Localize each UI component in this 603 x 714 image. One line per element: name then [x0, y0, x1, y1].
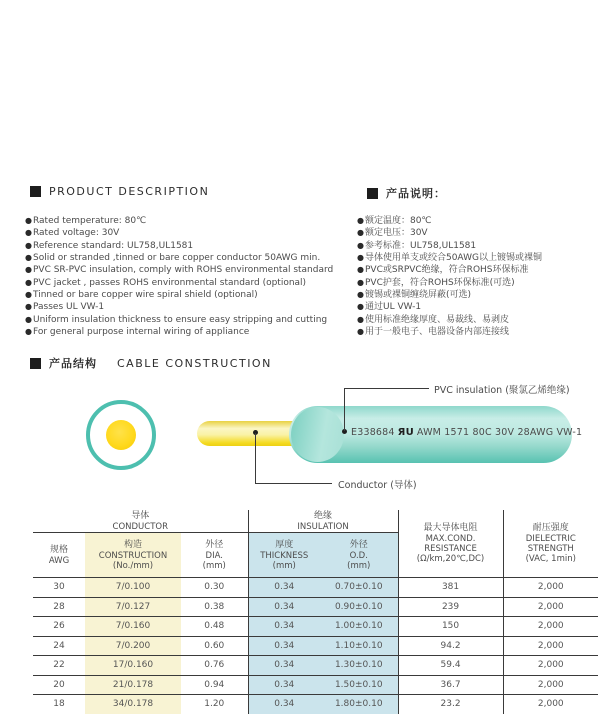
cable-print-text	[351, 427, 582, 438]
awg-cell: 22	[33, 656, 85, 676]
list-item	[25, 264, 333, 276]
dia-cell: 0.94	[181, 675, 248, 695]
od-cell: 1.00±0.10	[320, 617, 398, 637]
description-text: PVC SR-PVC insulation, comply with ROHS environmental standard	[32, 265, 334, 276]
od-cell: 0.70±0.10	[320, 578, 398, 598]
od-cell: 1.50±0.10	[320, 675, 398, 695]
column-unit: (mm)	[347, 560, 371, 571]
list-item	[25, 227, 333, 239]
column-label-zh: 厚度	[275, 539, 294, 550]
table-row	[33, 578, 598, 598]
bullet-icon: ●	[25, 265, 32, 275]
product-description-list-zh	[357, 215, 542, 338]
bullet-icon: ●	[357, 290, 364, 300]
resistance-cell: 59.4	[398, 656, 503, 676]
construction-cell: 7/0.200	[85, 636, 181, 656]
list-item	[357, 289, 542, 301]
dia-cell: 0.30	[181, 578, 248, 598]
thickness-column-header	[248, 533, 320, 578]
bullet-icon: ●	[25, 216, 32, 225]
list-item	[25, 277, 333, 289]
bullet-icon: ●	[357, 302, 364, 312]
bullet-icon: ●	[25, 290, 32, 300]
column-unit: (VAC, 1min)	[525, 554, 576, 564]
product-description-header	[30, 185, 209, 198]
column-label-zh: 外径	[205, 539, 224, 550]
list-item	[357, 277, 542, 289]
list-item	[25, 240, 333, 252]
column-label-zh: 外径	[349, 539, 368, 550]
resistance-cell: 381	[398, 578, 503, 598]
column-label-en: MAX.COND.	[425, 534, 476, 544]
product-description-header-zh	[367, 185, 446, 201]
description-text: 导体使用单支或绞合50AWG以上镀锡或裸铜	[364, 253, 542, 264]
dielectric-cell: 2,000	[503, 617, 598, 637]
dia-cell: 0.76	[181, 656, 248, 676]
description-text: PVC护套，符合ROHS环保标准(可选)	[364, 277, 515, 288]
group-label-zh: 绝缘	[314, 510, 333, 521]
construction-cell: 21/0.178	[85, 675, 181, 695]
resistance-cell: 239	[398, 597, 503, 617]
list-item	[357, 326, 542, 338]
thickness-cell: 0.34	[248, 675, 320, 695]
ul-recognized-mark-icon: ЯU	[397, 427, 414, 438]
description-text: Tinned or bare copper wire spiral shield (optional)	[32, 290, 258, 301]
conductor-leader-line	[255, 433, 256, 483]
bullet-icon: ●	[357, 314, 364, 324]
cable-spec-text: AWM 1571 80C 30V 28AWG VW-1	[416, 427, 583, 438]
insulation-label: PVC insulation (聚氯乙烯绝缘)	[434, 385, 570, 396]
description-text: 通过UL VW-1	[364, 302, 422, 313]
cable-construction-header	[30, 355, 272, 371]
thickness-cell: 0.34	[248, 617, 320, 637]
bullet-icon: ●	[357, 253, 364, 263]
group-label-zh: 导体	[131, 510, 150, 521]
list-item	[357, 227, 542, 239]
construction-column-header	[85, 533, 181, 578]
column-label-zh: 规格	[49, 544, 68, 555]
od-cell: 1.10±0.10	[320, 636, 398, 656]
table-row	[33, 636, 598, 656]
table-row	[33, 675, 598, 695]
od-cell: 0.90±0.10	[320, 597, 398, 617]
product-description-list-en	[25, 215, 333, 338]
resistance-cell: 36.7	[398, 675, 503, 695]
ul-file-number: E338684	[351, 427, 395, 438]
description-text: 额定电压：30V	[364, 228, 428, 239]
description-text: PVC jacket , passes ROHS environmental standard (optional)	[32, 277, 307, 288]
table-row	[33, 617, 598, 637]
description-text: PVC或SRPVC绝缘，符合ROHS环保标准	[364, 265, 529, 276]
awg-cell: 18	[33, 695, 85, 714]
thickness-cell: 0.34	[248, 597, 320, 617]
dielectric-cell: 2,000	[503, 636, 598, 656]
od-cell: 1.30±0.10	[320, 656, 398, 676]
construction-cell: 7/0.127	[85, 597, 181, 617]
square-bullet-icon	[30, 358, 41, 369]
dia-cell: 0.48	[181, 617, 248, 637]
awg-cell: 30	[33, 578, 85, 598]
column-label-zh: 构造	[123, 539, 142, 550]
od-cell: 1.80±0.10	[320, 695, 398, 714]
description-text: Rated voltage: 30V	[32, 228, 120, 239]
bullet-icon: ●	[25, 327, 32, 337]
construction-cell: 17/0.160	[85, 656, 181, 676]
bullet-icon: ●	[357, 265, 364, 275]
cable-insulation-endcap	[291, 407, 344, 462]
thickness-cell: 0.34	[248, 578, 320, 598]
bullet-icon: ●	[357, 327, 364, 337]
resistance-cell: 94.2	[398, 636, 503, 656]
resistance-cell: 23.2	[398, 695, 503, 714]
list-item	[357, 301, 542, 313]
thickness-cell: 0.34	[248, 636, 320, 656]
insulation-leader-line	[344, 389, 345, 431]
description-text: 用于一般电子、电器设备内部连接线	[364, 327, 509, 338]
construction-cell: 7/0.100	[85, 578, 181, 598]
list-item	[25, 252, 333, 264]
description-text: Rated temperature: 80℃	[32, 216, 147, 226]
column-unit: (No./mm)	[112, 560, 154, 571]
list-item	[25, 289, 333, 301]
square-bullet-icon	[30, 186, 41, 197]
square-bullet-icon	[367, 188, 378, 199]
column-label-en: THICKNESS	[260, 550, 309, 561]
cable-construction-title-en: CABLE CONSTRUCTION	[117, 356, 272, 370]
column-unit: (mm)	[272, 560, 296, 571]
dielectric-cell: 2,000	[503, 597, 598, 617]
dielectric-column-header	[503, 510, 598, 578]
dia-column-header	[181, 533, 248, 578]
cable-construction-title-zh: 产品结构	[49, 357, 97, 370]
description-text: Passes UL VW-1	[32, 302, 105, 313]
awg-cell: 26	[33, 617, 85, 637]
conductor-leader-line	[255, 483, 332, 484]
description-text: 镀锡或裸铜缠绕屏蔽(可选)	[364, 290, 472, 301]
description-text: 参考标准：UL758,UL1581	[364, 240, 477, 251]
thickness-cell: 0.34	[248, 695, 320, 714]
column-label-en: STRENGTH	[527, 544, 574, 554]
column-label-zh: 耐压强度	[532, 523, 569, 533]
description-text: 使用标准绝缘厚度、易裁线、易剥皮	[364, 314, 509, 325]
table-row	[33, 656, 598, 676]
insulation-group-header	[248, 510, 398, 533]
table-row	[33, 695, 598, 714]
column-unit: (Ω/km,20℃,DC)	[416, 554, 485, 564]
bullet-icon: ●	[357, 228, 364, 238]
dielectric-cell: 2,000	[503, 675, 598, 695]
thickness-cell: 0.34	[248, 656, 320, 676]
list-item	[25, 301, 333, 313]
bullet-icon: ●	[25, 228, 32, 238]
awg-cell: 20	[33, 675, 85, 695]
column-label-en: O.D.	[349, 550, 368, 561]
list-item	[357, 314, 542, 326]
od-column-header	[320, 533, 398, 578]
product-description-title-zh: 产品说明：	[386, 187, 446, 200]
bullet-icon: ●	[357, 216, 364, 225]
dia-cell: 0.38	[181, 597, 248, 617]
description-text: Uniform insulation thickness to ensure easy stripping and cutting	[32, 314, 328, 325]
construction-cell: 7/0.160	[85, 617, 181, 637]
bullet-icon: ●	[25, 277, 32, 287]
column-label-en: RESISTANCE	[424, 544, 477, 554]
description-text: 额定温度：80℃	[364, 216, 432, 226]
group-label-en: INSULATION	[297, 521, 349, 532]
description-text: For general purpose internal wiring of appliance	[32, 327, 250, 338]
awg-column-header	[33, 533, 85, 578]
dia-cell: 1.20	[181, 695, 248, 714]
column-label-zh: 最大导体电阻	[423, 523, 478, 533]
conductor-label: Conductor (导体)	[338, 480, 417, 491]
product-description-title: PRODUCT DESCRIPTION	[49, 185, 210, 198]
list-item	[25, 215, 333, 227]
insulation-leader-line	[344, 388, 429, 389]
list-item	[357, 252, 542, 264]
list-item	[25, 326, 333, 338]
list-item	[357, 264, 542, 276]
bullet-icon: ●	[25, 302, 32, 312]
description-text: Reference standard: UL758,UL1581	[32, 240, 194, 251]
bullet-icon: ●	[25, 253, 32, 263]
awg-cell: 28	[33, 597, 85, 617]
column-label-en: AWG	[48, 555, 70, 566]
column-unit: (mm)	[202, 560, 226, 571]
column-label-en: DIA.	[205, 550, 223, 561]
column-label-en: CONSTRUCTION	[98, 550, 168, 561]
construction-cell: 34/0.178	[85, 695, 181, 714]
list-item	[357, 240, 542, 252]
conductor-group-header	[33, 510, 248, 533]
resistance-cell: 150	[398, 617, 503, 637]
specification-table	[33, 510, 598, 714]
dia-cell: 0.60	[181, 636, 248, 656]
table-row	[33, 597, 598, 617]
bullet-icon: ●	[357, 277, 364, 287]
group-label-en: CONDUCTOR	[112, 521, 168, 532]
dielectric-cell: 2,000	[503, 578, 598, 598]
bullet-icon: ●	[25, 240, 32, 250]
list-item	[25, 314, 333, 326]
bullet-icon: ●	[357, 240, 364, 250]
list-item	[357, 215, 542, 227]
dielectric-cell: 2,000	[503, 656, 598, 676]
resistance-column-header	[398, 510, 503, 578]
description-text: Solid or stranded ,tinned or bare copper conductor 50AWG min.	[32, 253, 321, 264]
bullet-icon: ●	[25, 314, 32, 324]
dielectric-cell: 2,000	[503, 695, 598, 714]
column-label-en: DIELECTRIC	[525, 534, 576, 544]
awg-cell: 24	[33, 636, 85, 656]
cross-section-conductor-core	[106, 420, 136, 450]
